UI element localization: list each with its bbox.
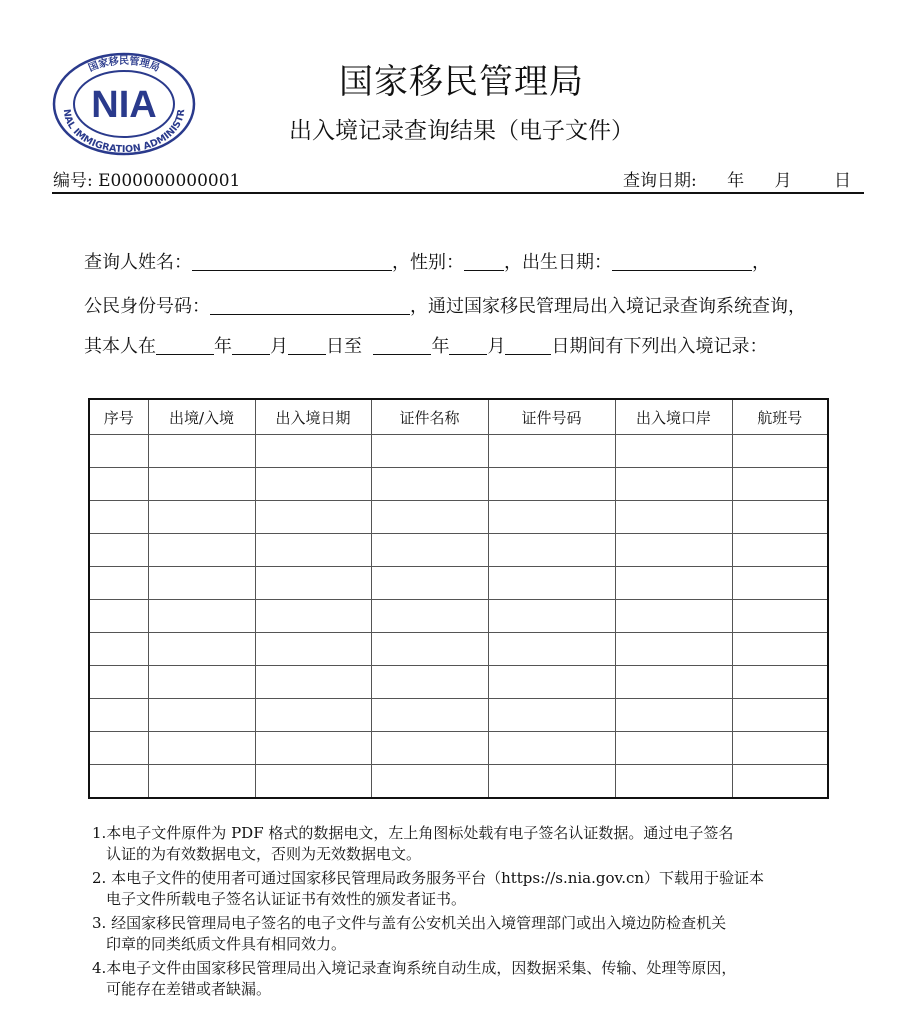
note-1 <box>92 823 852 864</box>
note-4-line-2: 可能存在差错或者缺漏。 <box>106 979 272 998</box>
note-3-line-1: 3. 经国家移民管理局电子签名的电子文件与盖有公安机关出入境管理部门或出入境边防检查机关 <box>92 914 727 932</box>
col-header-doc-number: 证件号码 <box>488 399 615 435</box>
table-cell <box>488 534 615 567</box>
dob-label: ，出生日期： <box>504 252 612 273</box>
table-cell <box>732 567 828 600</box>
id-suffix: ，通过国家移民管理局出入境记录查询系统查询， <box>410 296 806 317</box>
table-cell <box>732 633 828 666</box>
table-cell <box>615 435 732 468</box>
note-2 <box>92 868 852 909</box>
end-year-label: 年 <box>431 336 450 357</box>
start-month-blank <box>232 336 270 355</box>
table-cell <box>615 567 732 600</box>
gender-blank <box>464 252 504 271</box>
line1-end: ， <box>752 252 770 273</box>
table-row <box>89 468 828 501</box>
table-cell <box>148 666 255 699</box>
table-cell <box>255 534 371 567</box>
id-label: 公民身份号码： <box>84 296 210 317</box>
table-cell <box>488 732 615 765</box>
table-cell <box>148 600 255 633</box>
table-cell <box>615 666 732 699</box>
svg-text:NATIONAL IMMIGRATION ADMINISTR: NAL IMMIGRATION ADMINISTR <box>60 108 188 156</box>
end-day-blank <box>505 336 551 355</box>
table-cell <box>615 699 732 732</box>
table-cell <box>255 567 371 600</box>
table-row <box>89 501 828 534</box>
table-cell <box>732 732 828 765</box>
table-row <box>89 633 828 666</box>
period-prefix: 其本人在 <box>84 336 156 357</box>
note-4-line-1: 4.本电子文件由国家移民管理局出入境记录查询系统自动生成，因数据采集、传输、处理等原因， <box>92 959 737 977</box>
records-table <box>88 398 829 799</box>
end-month-label: 月 <box>487 336 506 357</box>
table-cell <box>488 699 615 732</box>
query-date-day: 日 <box>833 171 851 191</box>
table-cell <box>371 501 488 534</box>
table-cell <box>732 666 828 699</box>
table-cell <box>488 435 615 468</box>
table-cell <box>148 567 255 600</box>
table-cell <box>371 633 488 666</box>
table-cell <box>488 567 615 600</box>
table-cell <box>615 501 732 534</box>
note-3 <box>92 913 852 954</box>
table-cell <box>371 468 488 501</box>
query-date <box>623 166 851 191</box>
table-cell <box>371 732 488 765</box>
table-cell <box>255 501 371 534</box>
table-cell <box>615 765 732 799</box>
col-header-flight: 航班号 <box>732 399 828 435</box>
form-line-3 <box>84 332 767 358</box>
table-cell <box>732 534 828 567</box>
table-row <box>89 666 828 699</box>
table-cell <box>488 468 615 501</box>
table-cell <box>371 567 488 600</box>
serial-label: 编号: <box>53 171 93 191</box>
table-cell <box>255 435 371 468</box>
table-cell <box>148 534 255 567</box>
table-cell <box>371 699 488 732</box>
table-cell <box>615 732 732 765</box>
name-label: 查询人姓名： <box>84 252 192 273</box>
query-date-label: 查询日期: <box>623 171 697 191</box>
table-row <box>89 699 828 732</box>
table-cell <box>89 534 148 567</box>
serial-number <box>53 166 240 191</box>
table-cell <box>488 633 615 666</box>
col-header-direction: 出境/入境 <box>148 399 255 435</box>
table-cell <box>255 699 371 732</box>
start-year-label: 年 <box>214 336 232 357</box>
table-cell <box>148 435 255 468</box>
form-line-2 <box>84 292 806 318</box>
table-cell <box>732 699 828 732</box>
table-cell <box>732 435 828 468</box>
table-cell <box>89 765 148 799</box>
table-cell <box>371 534 488 567</box>
table-cell <box>89 666 148 699</box>
period-suffix: 日期间有下列出入境记录： <box>551 336 768 357</box>
svg-text:国家移民管理局: 国家移民管理局 <box>87 56 161 75</box>
table-cell <box>732 765 828 799</box>
svg-text:NIA: NIA <box>91 84 157 126</box>
page-title: 国家移民管理局 <box>339 62 584 102</box>
table-cell <box>89 732 148 765</box>
form-line-1 <box>84 248 770 274</box>
table-cell <box>615 534 732 567</box>
table-cell <box>89 600 148 633</box>
table-cell <box>89 435 148 468</box>
table-row <box>89 567 828 600</box>
table-cell <box>488 600 615 633</box>
table-cell <box>488 765 615 799</box>
start-day-blank <box>288 336 326 355</box>
table-cell <box>89 567 148 600</box>
gender-label: ，性别： <box>392 252 464 273</box>
table-cell <box>732 501 828 534</box>
end-month-blank <box>449 336 487 355</box>
serial-value: E000000000001 <box>98 171 241 191</box>
notes <box>92 823 852 1003</box>
table-cell <box>371 666 488 699</box>
table-cell <box>255 765 371 799</box>
dob-blank <box>612 252 752 271</box>
page-subtitle: 出入境记录查询结果（电子文件） <box>289 118 634 144</box>
table-cell <box>89 699 148 732</box>
note-2-line-2: 电子文件所载电子签名认证证书有效性的颁发者证书。 <box>106 889 467 908</box>
table-row <box>89 732 828 765</box>
meta-row <box>53 166 863 190</box>
table-cell <box>255 633 371 666</box>
col-header-port: 出入境口岸 <box>615 399 732 435</box>
end-year-blank <box>373 336 431 355</box>
table-cell <box>488 666 615 699</box>
query-date-month: 月 <box>774 171 792 191</box>
table-header-row <box>89 399 828 435</box>
table-cell <box>148 633 255 666</box>
query-date-year: 年 <box>727 171 745 191</box>
table-row <box>89 435 828 468</box>
table-row <box>89 534 828 567</box>
table-cell <box>255 666 371 699</box>
table-cell <box>615 600 732 633</box>
note-4 <box>92 958 852 999</box>
note-3-line-2: 印章的同类纸质文件具有相同效力。 <box>106 934 347 953</box>
table-cell <box>371 765 488 799</box>
table-cell <box>255 468 371 501</box>
table-cell <box>89 468 148 501</box>
table-cell <box>148 765 255 799</box>
table-cell <box>371 600 488 633</box>
table-cell <box>732 468 828 501</box>
note-2-line-1: 2. 本电子文件的使用者可通过国家移民管理局政务服务平台（https://s.nia.gov.cn）下载用于验证本 <box>92 869 765 887</box>
table-cell <box>371 435 488 468</box>
day-to-label: 日至 <box>326 336 362 357</box>
table-cell <box>255 732 371 765</box>
table-cell <box>488 501 615 534</box>
note-1-line-2: 认证的为有效数据电文，否则为无效数据电文。 <box>106 844 422 863</box>
table-cell <box>148 468 255 501</box>
table-cell <box>615 633 732 666</box>
table-cell <box>89 501 148 534</box>
table-cell <box>148 501 255 534</box>
table-cell <box>255 600 371 633</box>
header-divider <box>52 192 864 194</box>
col-header-date: 出入境日期 <box>255 399 371 435</box>
table-row <box>89 765 828 799</box>
table-cell <box>89 633 148 666</box>
table-cell <box>615 468 732 501</box>
col-header-doc-name: 证件名称 <box>371 399 488 435</box>
id-blank <box>210 296 410 315</box>
table-cell <box>732 600 828 633</box>
table-cell <box>148 732 255 765</box>
start-year-blank <box>156 336 214 355</box>
table-row <box>89 600 828 633</box>
note-1-line-1: 1.本电子文件原件为 PDF 格式的数据电文，左上角图标处载有电子签名认证数据。通过电子签名 <box>92 824 734 842</box>
table-cell <box>148 699 255 732</box>
col-header-seq: 序号 <box>89 399 148 435</box>
name-blank <box>192 252 392 271</box>
start-month-label: 月 <box>270 336 288 357</box>
